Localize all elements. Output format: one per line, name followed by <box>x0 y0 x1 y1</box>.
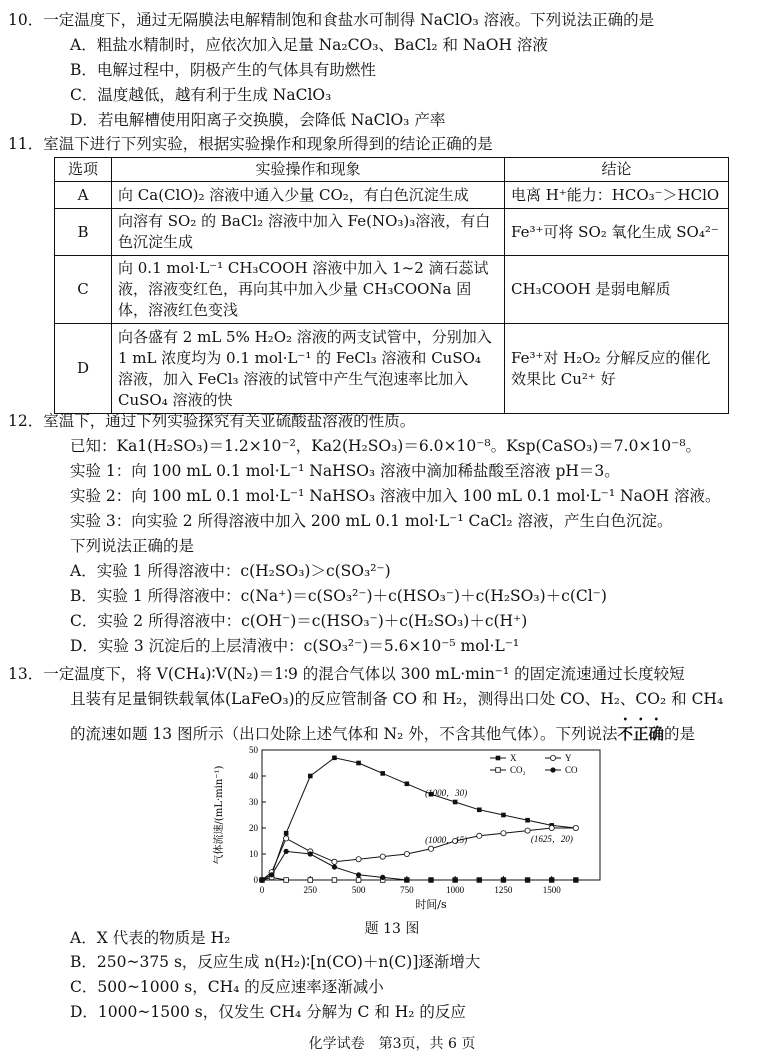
row-operation: 向溶有 SO₂ 的 BaCl₂ 溶液中加入 Fe(NO₃)₃溶液，有白色沉淀生成 <box>112 209 505 256</box>
y-tick-label: 30 <box>249 797 258 807</box>
data-point <box>404 851 409 856</box>
x-tick-label: 1000 <box>446 885 465 895</box>
row-conclusion: Fe³⁺对 H₂O₂ 分解反应的催化效果比 Cu²⁺ 好 <box>505 324 729 414</box>
table-header: 结论 <box>505 158 729 182</box>
row-conclusion: Fe³⁺可将 SO₂ 氧化生成 SO₄²⁻ <box>505 209 729 256</box>
data-point <box>308 774 313 779</box>
chart-annotation: (1000，15) <box>425 835 468 845</box>
q12-option-c: C．实验 2 所得溶液中：c(OH⁻)＝c(HSO₃⁻)＋c(H₂SO₃)＋c(H⁺) <box>70 612 528 630</box>
data-point <box>308 851 313 856</box>
legend-label: CO₂ <box>510 765 526 775</box>
data-point <box>284 836 289 841</box>
chart-annotation: (1000，30) <box>425 788 468 798</box>
q12-known: 已知：Ka1(H₂SO₃)＝1.2×10⁻²，Ka2(H₂SO₃)＝6.0×10⁻⁸。Ksp(CaSO₃)＝7.0×10⁻⁸。 <box>70 437 702 455</box>
q12-exp2: 实验 2：向 100 mL 0.1 mol·L⁻¹ NaHSO₃ 溶液中加入 100 mL 0.1 mol·L⁻¹ NaOH 溶液。 <box>70 487 721 505</box>
table-row <box>55 209 729 256</box>
row-conclusion: CH₃COOH 是弱电解质 <box>505 256 729 324</box>
data-point <box>496 756 501 761</box>
q13-option-d: D．1000~1500 s，仅发生 CH₄ 分解为 C 和 H₂ 的反应 <box>70 1003 466 1021</box>
x-tick-label: 250 <box>303 885 318 895</box>
data-point <box>573 825 578 830</box>
x-tick-label: 750 <box>400 885 414 895</box>
data-point <box>332 864 337 869</box>
data-point <box>356 857 361 862</box>
data-point <box>573 877 578 882</box>
data-point <box>549 825 554 830</box>
y-tick-label: 0 <box>253 875 258 885</box>
q12-exp3: 实验 3：向实验 2 所得溶液中加入 200 mL 0.1 mol·L⁻¹ CaCl₂ 溶液，产生白色沉淀。 <box>70 512 673 530</box>
y-tick-label: 20 <box>249 823 258 833</box>
legend-label: X <box>510 753 517 763</box>
q12-option-a: A．实验 1 所得溶液中：c(H₂SO₃)＞c(SO₃²⁻) <box>70 562 391 580</box>
q13-stem-end: 的是 <box>663 725 695 743</box>
data-point <box>501 813 506 818</box>
data-point <box>453 800 458 805</box>
page-footer: 化学试卷 第3页，共 6 页 <box>308 1036 476 1052</box>
table-header-row <box>55 158 729 182</box>
q13-option-c: C．500~1000 s，CH₄ 的反应速率逐渐减小 <box>70 978 384 996</box>
q10-option-b: B．电解过程中，阴极产生的气体具有助燃性 <box>70 61 376 79</box>
q13-option-b: B．250~375 s，反应生成 n(H₂)∶[n(CO)＋n(C)]逐渐增大 <box>70 953 481 971</box>
data-point <box>525 828 530 833</box>
q12-option-d: D．实验 3 沉淀后的上层清液中：c(SO₃²⁻)＝5.6×10⁻⁵ mol·L⁻¹ <box>70 637 520 655</box>
data-point <box>525 877 530 882</box>
q13-caption: 题 13 图 <box>364 921 420 937</box>
data-point <box>356 872 361 877</box>
x-tick-label: 1250 <box>494 885 513 895</box>
data-point <box>496 768 501 773</box>
row-option: B <box>55 209 112 256</box>
x-tick-label: 0 <box>259 885 265 895</box>
data-point <box>477 833 482 838</box>
row-option: A <box>55 182 112 209</box>
data-point <box>428 877 433 882</box>
data-point <box>308 878 313 883</box>
table-row <box>55 324 729 414</box>
q11-table <box>54 157 729 414</box>
table-row <box>55 256 729 324</box>
data-point <box>477 808 482 813</box>
q10-option-d: D．若电解槽使用阳离子交换膜，会降低 NaClO₃ 产率 <box>70 111 446 129</box>
row-operation: 向 0.1 mol·L⁻¹ CH₃COOH 溶液中加入 1~2 滴石蕊试液，溶液变红色，再向其中加入少量 CH₃COONa 固体，溶液红色变浅 <box>112 256 505 324</box>
q13-option-a: A．X 代表的物质是 H₂ <box>70 929 231 947</box>
data-point <box>428 846 433 851</box>
data-point <box>453 877 458 882</box>
q13-stem-1: 13．一定温度下，将 V(CH₄)∶V(N₂)＝1∶9 的混合气体以 300 mL·min⁻¹ 的固定流速通过长度较短 <box>8 665 685 683</box>
chart-annotation: (1625，20) <box>530 834 573 844</box>
q13-emphasis: 不正确 <box>617 724 664 743</box>
data-point <box>380 854 385 859</box>
data-point <box>332 859 337 864</box>
row-conclusion: 电离 H⁺能力：HCO₃⁻＞HClO <box>505 182 729 209</box>
data-point <box>501 877 506 882</box>
data-point <box>550 755 555 760</box>
data-point <box>269 872 274 877</box>
data-point <box>501 831 506 836</box>
q10-option-c: C．温度越低，越有利于生成 NaClO₃ <box>70 86 332 104</box>
data-point <box>332 756 337 761</box>
row-operation: 向 Ca(ClO)₂ 溶液中通入少量 CO₂，有白色沉淀生成 <box>112 182 505 209</box>
x-tick-label: 1500 <box>542 885 561 895</box>
table-header: 实验操作和现象 <box>112 158 505 182</box>
table-row <box>55 182 729 209</box>
q12-exp1: 实验 1：向 100 mL 0.1 mol·L⁻¹ NaHSO₃ 溶液中滴加稀盐酸至溶液 pH＝3。 <box>70 462 620 480</box>
q10-option-a: A．粗盐水精制时，应依次加入足量 Na₂CO₃、BaCl₂ 和 NaOH 溶液 <box>70 36 548 54</box>
row-option: C <box>55 256 112 324</box>
data-point <box>380 875 385 880</box>
x-tick-label: 500 <box>351 885 366 895</box>
q12-option-b: B．实验 1 所得溶液中：c(Na⁺)＝c(SO₃²⁻)＋c(HSO₃⁻)＋c(H₂SO₃)＋c(Cl⁻) <box>70 587 607 605</box>
data-point <box>380 771 385 776</box>
row-operation: 向各盛有 2 mL 5% H₂O₂ 溶液的两支试管中，分别加入 1 mL 浓度均为 0.1 mol·L⁻¹ 的 FeCl₃ 溶液和 CuSO₄ 溶液，加入 FeCl₃ 溶液的试管中产生气泡速率比加入 CuSO₄ 溶液的快 <box>112 324 505 414</box>
data-point <box>404 877 409 882</box>
q13-stem-3-text: 的流速如题 13 图所示（出口处除上述气体和 N₂ 外，不含其他气体）。下列说法 <box>70 725 618 743</box>
data-point <box>405 782 410 787</box>
data-point <box>284 831 289 836</box>
x-axis-label: 时间/s <box>415 898 447 911</box>
table-header: 选项 <box>55 158 112 182</box>
data-point <box>525 818 530 823</box>
data-point <box>356 761 361 766</box>
data-point <box>477 877 482 882</box>
data-point <box>550 767 555 772</box>
legend-label: CO <box>565 765 578 775</box>
data-point <box>549 877 554 882</box>
q13-stem-2: 且装有足量铜铁载氧体(LaFeO₃)的反应管制备 CO 和 H₂，测得出口处 CO、H₂、CO₂ 和 CH₄ <box>70 690 724 708</box>
data-point <box>284 849 289 854</box>
q12-stem: 12．室温下，通过下列实验探究有关亚硫酸盐溶液的性质。 <box>8 412 416 430</box>
q10-stem: 10．一定温度下，通过无隔膜法电解精制饱和食盐水可制得 NaClO₃ 溶液。下列说法正确的是 <box>8 11 655 29</box>
data-point <box>284 878 289 883</box>
data-point <box>259 877 264 882</box>
y-tick-label: 10 <box>249 849 258 859</box>
row-option: D <box>55 324 112 414</box>
data-point <box>356 878 361 883</box>
y-tick-label: 50 <box>249 745 258 755</box>
legend-label: Y <box>565 753 572 763</box>
y-axis-label: 气体流速/(mL·min⁻¹) <box>214 765 225 865</box>
q13-chart <box>200 740 620 920</box>
y-tick-label: 40 <box>249 771 258 781</box>
q11-stem: 11．室温下进行下列实验，根据实验操作和现象所得到的结论正确的是 <box>8 135 493 153</box>
q12-ask: 下列说法正确的是 <box>70 537 195 555</box>
data-point <box>332 878 337 883</box>
